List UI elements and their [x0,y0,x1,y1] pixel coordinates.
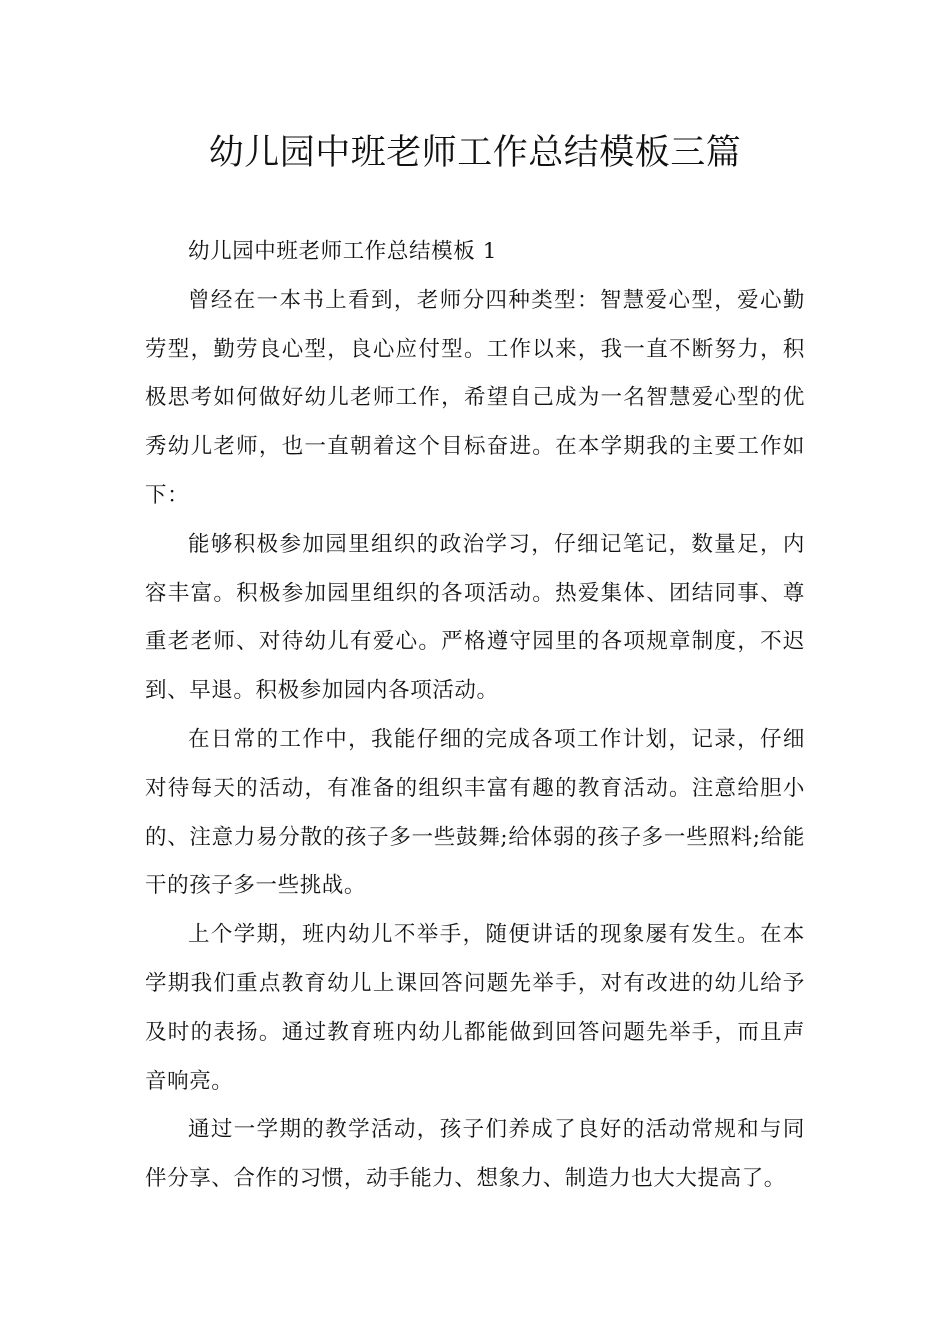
paragraph: 能够积极参加园里组织的政治学习，仔细记笔记，数量足，内容丰富。积极参加园里组织的各项活动。热爱集体、团结同事、尊重老老师、对待幼儿有爱心。严格遵守园里的各项规章制度，不迟到、早退。积极参加园内各项活动。 [145,531,805,704]
paragraph: 在日常的工作中，我能仔细的完成各项工作计划，记录，仔细对待每天的活动，有准备的组织丰富有趣的教育活动。注意给胆小的、注意力易分散的孩子多一些鼓舞;给体弱的孩子多一些照料;给能干的孩子多一些挑战。 [145,726,805,899]
document-body [145,228,805,1204]
section-heading: 幼儿园中班老师工作总结模板 1 [188,239,498,264]
document-title: 幼儿园中班老师工作总结模板三篇 [208,133,742,173]
paragraph: 曾经在一本书上看到，老师分四种类型：智慧爱心型，爱心勤劳型，勤劳良心型，良心应付型。工作以来，我一直不断努力，积极思考如何做好幼儿老师工作，希望自己成为一名智慧爱心型的优秀幼儿老师，也一直朝着这个目标奋进。在本学期我的主要工作如下： [145,287,805,508]
paragraph: 通过一学期的教学活动，孩子们养成了良好的活动常规和与同伴分享、合作的习惯，动手能力、想象力、制造力也大大提高了。 [145,1117,805,1192]
paragraph: 上个学期，班内幼儿不举手，随便讲话的现象屡有发生。在本学期我们重点教育幼儿上课回答问题先举手，对有改进的幼儿给予及时的表扬。通过教育班内幼儿都能做到回答问题先举手，而且声音响亮。 [145,922,805,1094]
